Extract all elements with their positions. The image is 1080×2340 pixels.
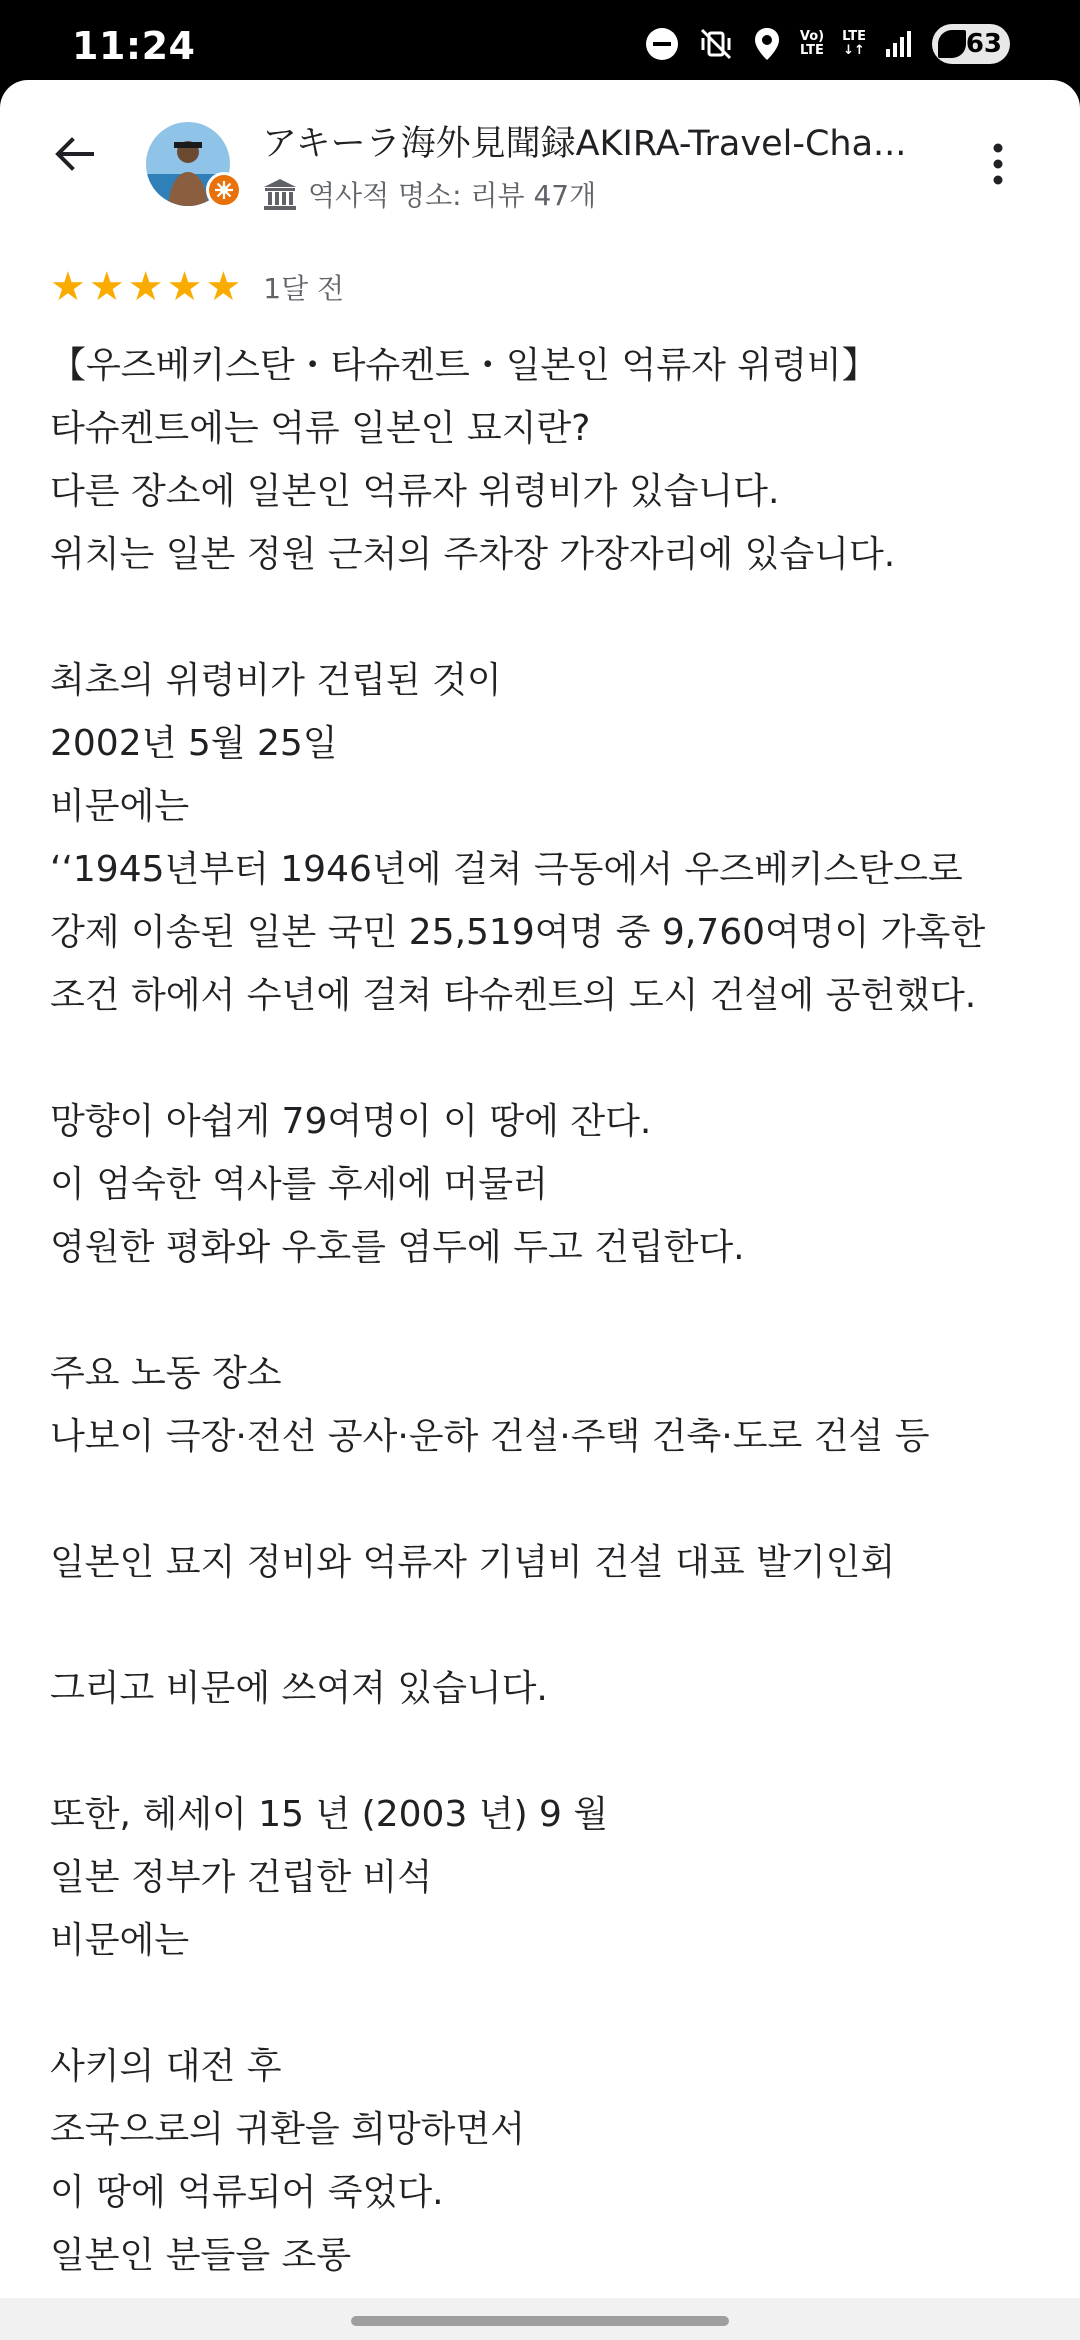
review-line: 망향이 아쉽게 79여명이 이 땅에 잔다. [50, 1101, 652, 1142]
star-rating [50, 264, 242, 310]
star-icon: ★ [127, 264, 164, 310]
star-icon: ★ [88, 264, 125, 310]
star-icon: ★ [50, 264, 86, 310]
more-options-button[interactable] [970, 130, 1026, 198]
review-line: 또한, 헤세이 15 년 (2003 년) 9 월 [50, 1794, 609, 1835]
review-line [50, 1720, 1040, 1783]
review-line [50, 1468, 1040, 1531]
review-line: 조건 하에서 수년에 걸쳐 타슈켄트의 도시 건설에 공헌했다. [50, 975, 977, 1016]
review-line [50, 586, 1040, 649]
review-text [50, 334, 1040, 2287]
review-line: 그리고 비문에 쓰여져 있습니다. [50, 1668, 548, 1709]
volte-icon [800, 30, 824, 58]
data-arrows: ↓↑ [843, 43, 865, 58]
star-icon: ★ [166, 264, 203, 310]
review-line: 영원한 평화와 우호를 염두에 두고 건립한다. [50, 1227, 745, 1268]
battery-indicator [932, 24, 1010, 64]
reviewer-name[interactable]: アキーラ海外見聞録AKIRA-Travel-Cha... [262, 124, 907, 164]
review-line: 위치는 일본 정원 근처의 주차장 가장자리에 있습니다. [50, 534, 896, 575]
review-line: 조국으로의 귀환을 희망하면서 [50, 2109, 525, 2150]
review-line: 비문에는 [50, 786, 190, 827]
battery-level: 63 [965, 29, 1002, 59]
gesture-nav-bar [0, 2298, 1080, 2340]
review-line [50, 1594, 1040, 1657]
status-icons [644, 22, 1010, 66]
signal-icon [884, 29, 914, 59]
landmark-icon [262, 177, 298, 211]
review-line: 이 엄숙한 역사를 후세에 머물러 [50, 1164, 548, 1205]
status-time: 11:24 [72, 24, 196, 68]
review-line: 비문에는 [50, 1920, 190, 1961]
vibrate-mute-icon [698, 26, 734, 62]
status-bar [0, 0, 1080, 84]
volte-label-bottom: LTE [800, 43, 824, 58]
volte-label-top: Vo) [799, 29, 825, 44]
review-line [50, 1279, 1040, 1342]
review-line: 다른 장소에 일본인 억류자 위령비가 있습니다. [50, 471, 780, 512]
back-button[interactable] [40, 120, 108, 188]
review-line: 일본인 분들을 조롱 [50, 2235, 352, 2276]
more-vert-icon [992, 142, 1004, 186]
review-line: 주요 노동 장소 [50, 1353, 282, 1394]
reviewer-meta-text: 역사적 명소: 리뷰 47개 [308, 179, 597, 212]
review-date: 1달 전 [263, 272, 345, 305]
review-line [50, 1972, 1040, 2035]
rating-row [50, 262, 344, 312]
review-line: 2002년 5월 25일 [50, 723, 338, 764]
review-line: 일본인 묘지 정비와 억류자 기념비 건설 대표 발기인회 [50, 1542, 896, 1583]
review-line [50, 1027, 1040, 1090]
reviewer-meta [262, 174, 596, 214]
review-line: ‘‘1945년부터 1946년에 걸쳐 극동에서 우즈베키스탄으로 [50, 849, 963, 890]
back-arrow-icon [50, 130, 98, 178]
review-line: 이 땅에 억류되어 죽었다. [50, 2172, 444, 2213]
review-line: 【우즈베키스탄・타슈켄트・일본인 억류자 위령비】 [50, 345, 878, 386]
review-line: 사키의 대전 후 [50, 2046, 282, 2087]
lte-icon [842, 30, 866, 58]
star-icon: ★ [205, 264, 242, 310]
review-line: 최초의 위령비가 건립된 것이 [50, 660, 502, 701]
review-line: 강제 이송된 일본 국민 25,519여명 중 9,760여명이 가혹한 [50, 912, 986, 953]
local-guide-badge-icon [206, 172, 242, 208]
review-line: 나보이 극장·전선 공사·운하 건설·주택 건축·도로 건설 등 [50, 1416, 930, 1457]
review-line: 타슈켄트에는 억류 일본인 묘지란? [50, 408, 591, 449]
review-line: 일본 정부가 건립한 비석 [50, 1857, 433, 1898]
lte-label: LTE [842, 29, 866, 44]
home-gesture-handle[interactable] [351, 2316, 729, 2326]
do-not-disturb-icon [644, 26, 680, 62]
battery-saver-icon [938, 30, 966, 58]
location-icon [752, 26, 782, 62]
